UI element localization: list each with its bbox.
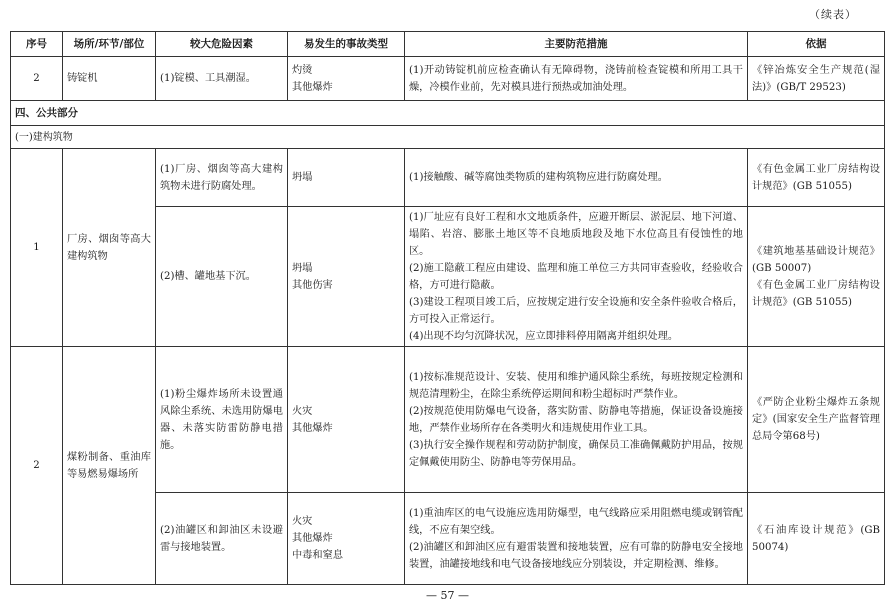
table-row xyxy=(11,149,885,207)
header-hazard: 较大危险因素 xyxy=(156,32,288,57)
accident-line: 火灾 xyxy=(292,516,313,527)
accident-line: 其他爆炸 xyxy=(292,81,333,93)
section-title: 四、公共部分 xyxy=(11,101,885,126)
row-accident xyxy=(288,207,405,347)
measure-item: (2)油罐区和卸油区应有避雷装置和接地装置，应有可靠的防静电安全接地装置，油罐接地线和电气设备接地线应分别装设，并定期检测、维修。 xyxy=(409,541,743,570)
row-basis xyxy=(748,207,885,347)
row-measures xyxy=(405,493,748,585)
continued-label: （续表） xyxy=(809,8,857,21)
row-accident xyxy=(288,347,405,493)
header-measures: 主要防范措施 xyxy=(405,32,748,57)
basis-item: 《有色金属工业厂房结构设计规范》(GB 51055) xyxy=(752,279,880,308)
row-measures: (1)接触酸、碱等腐蚀类物质的建构筑物应进行防腐处理。 xyxy=(405,149,748,207)
measure-item: (3)建设工程项目竣工后，应按规定进行安全设施和安全条件验收合格后，方可投入正常运行。 xyxy=(409,296,743,325)
row-basis: 《锌冶炼安全生产规范(湿法)》(GB/T 29523) xyxy=(748,57,885,101)
accident-line: 灼烫 xyxy=(292,64,313,76)
row-basis: 《有色金属工业厂房结构设计规范》(GB 51055) xyxy=(748,149,885,207)
header-no: 序号 xyxy=(11,32,63,57)
measure-item: (2)按规范使用防爆电气设备，落实防雷、防静电等措施，保证设备设施接地，严禁作业场所存在各类明火和违规使用作业工具。 xyxy=(409,405,743,434)
row-basis: 《石油库设计规范》(GB 50074) xyxy=(748,493,885,585)
hazard-table xyxy=(10,31,885,585)
measure-item: (1)重油库区的电气设施应选用防爆型，电气线路应采用阻燃电缆或钢管配线，不应有架空线。 xyxy=(409,507,743,536)
table-row xyxy=(11,347,885,493)
accident-line: 火灾 xyxy=(292,405,313,417)
row-no: 2 xyxy=(11,57,63,101)
header-basis: 依据 xyxy=(748,32,885,57)
section-row xyxy=(11,101,885,126)
table-row xyxy=(11,57,885,101)
measure-item: (1)按标准规范设计、安装、使用和维护通风除尘系统，每班按规定检测和规范清理粉尘，在除尘系统停运期间和粉尘超标时严禁作业。 xyxy=(409,371,743,400)
row-basis: 《严防企业粉尘爆炸五条规定》(国家安全生产监督管理总局令第68号) xyxy=(748,347,885,493)
header-location: 场所/环节/部位 xyxy=(63,32,156,57)
page-number: — 57 — xyxy=(426,589,469,602)
row-accident xyxy=(288,493,405,585)
row-hazard: (2)油罐区和卸油区未设避雷与接地装置。 xyxy=(156,493,288,585)
row-location: 铸锭机 xyxy=(63,57,156,101)
row-location: 煤粉制备、重油库等易燃易爆场所 xyxy=(63,347,156,585)
subsection-row xyxy=(11,126,885,149)
header-row xyxy=(11,32,885,57)
row-no: 1 xyxy=(11,149,63,347)
measure-item: (1)厂址应有良好工程和水文地质条件，应避开断层、淤泥层、地下河道、塌陷、岩溶、膨胀土地区等不良地质地段及地下水位高且有侵蚀性的地区。 xyxy=(409,211,743,257)
measure-item: (4)出现不均匀沉降状况，应立即排料停用隔离并组织处理。 xyxy=(409,330,679,342)
row-hazard: (1)厂房、烟囱等高大建构筑物未进行防腐处理。 xyxy=(156,149,288,207)
row-measures xyxy=(405,207,748,347)
accident-line: 坍塌 xyxy=(292,262,313,274)
measure-item: (3)执行安全操作规程和劳动防护制度，确保员工准确佩戴防护用品，按规定佩戴使用防尘、防静电等劳保用品。 xyxy=(409,439,743,468)
subsection-title: (一)建构筑物 xyxy=(11,126,885,149)
row-no: 2 xyxy=(11,347,63,585)
row-measures xyxy=(405,347,748,493)
row-location: 厂房、烟囱等高大建构筑物 xyxy=(63,149,156,347)
row-accident xyxy=(288,57,405,101)
row-hazard: (1)锭模、工具潮湿。 xyxy=(156,57,288,101)
basis-item: 《建筑地基基础设计规范》(GB 50007) xyxy=(752,245,880,274)
row-hazard: (1)粉尘爆炸场所未设置通风除尘系统、未选用防爆电器、未落实防雷防静电措施。 xyxy=(156,347,288,493)
accident-line: 中毒和窒息 xyxy=(292,550,343,561)
accident-line: 其他伤害 xyxy=(292,279,333,291)
accident-line: 其他爆炸 xyxy=(292,533,333,544)
row-measures: (1)开动铸锭机前应检查确认有无障碍物，浇铸前检查锭模和所用工具干燥，冷模作业前，先对模具进行预热或加油处理。 xyxy=(405,57,748,101)
measure-item: (2)施工隐蔽工程应由建设、监理和施工单位三方共同审查验收，经验收合格，方可进行隐蔽。 xyxy=(409,262,743,291)
header-accident: 易发生的事故类型 xyxy=(288,32,405,57)
row-hazard: (2)槽、罐地基下沉。 xyxy=(156,207,288,347)
accident-line: 其他爆炸 xyxy=(292,422,333,434)
row-accident: 坍塌 xyxy=(288,149,405,207)
